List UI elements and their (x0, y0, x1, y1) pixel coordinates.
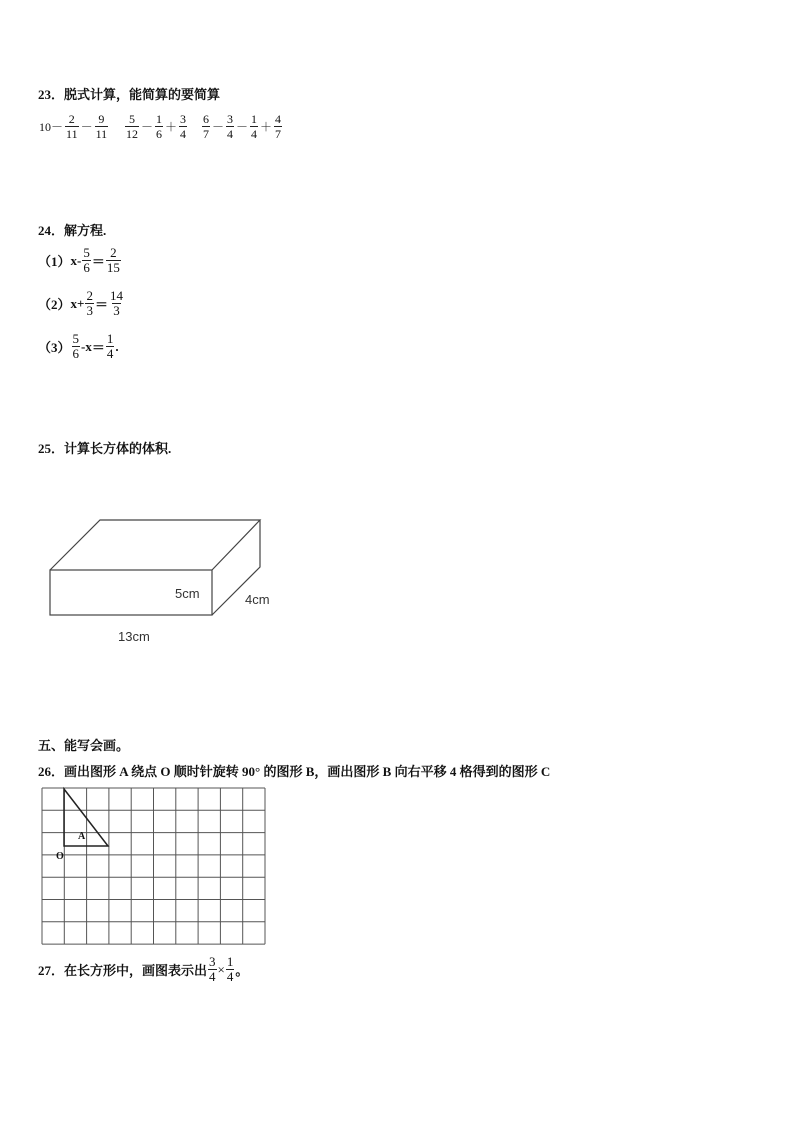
q23-title: 23．脱式计算，能简算的要简算 (38, 87, 221, 102)
fraction: $\frac{3}{4}$ (227, 112, 234, 141)
q26-title: 26．画出图形 A 绕点 O 顺时针旋转 90° 的图形 B，画出图形 B 向右平移 4 格得到的图形 C (38, 764, 551, 779)
triangle-a-label: A (78, 831, 86, 842)
fraction: $\frac{6}{7}$ (203, 112, 209, 141)
q24-title: 24．解方程. (38, 223, 107, 238)
cuboid-width-label: 4cm (245, 592, 270, 607)
cuboid-figure (40, 515, 290, 625)
rotation-grid (40, 786, 270, 946)
q25-title: 25．计算长方体的体积. (38, 441, 172, 456)
q23-expression-1: 10－ $\frac{2}{11}$ － $\frac{9}{11}$ (39, 112, 108, 141)
triangle-a (64, 789, 108, 846)
cuboid-height-label: 5cm (175, 586, 200, 601)
q24-equation-3: （3） $\frac{5}{6}$ -x ＝ $\frac{1}{4}$ . (38, 331, 119, 361)
cuboid-length-label: 13cm (118, 629, 150, 644)
q27-title: 27．在长方形中，画图表示出 $\frac{3}{4}$ × $\frac{1}{4}$ 。 (38, 954, 249, 984)
fraction: $\frac{4}{7}$ (275, 112, 282, 141)
fraction: $\frac{9}{11}$ (95, 112, 108, 141)
cuboid-top-face (50, 520, 260, 570)
q23-expression-2: $\frac{5}{12}$ － $\frac{1}{6}$ ＋ $\frac{3}{4}$ (126, 112, 187, 141)
fraction: $\frac{2}{11}$ (66, 112, 78, 141)
q23-expression-3: $\frac{6}{7}$ － $\frac{3}{4}$ － $\frac{1}{4}$ ＋ $\frac{4}{7}$ (203, 112, 282, 141)
q24-equation-1: （1） x- $\frac{5}{6}$ ＝ $\frac{2}{15}$ (38, 245, 120, 275)
fraction: $\frac{1}{6}$ (156, 112, 163, 141)
fraction: $\frac{5}{12}$ (126, 112, 138, 141)
q24-equation-2: （2） x+ $\frac{2}{3}$ ＝ $\frac{14}{3}$ (38, 288, 123, 318)
point-o-label: O (56, 851, 64, 862)
section-five-title: 五、能写会画。 (38, 738, 130, 753)
expr-lead: 10－ (39, 120, 64, 134)
fraction: $\frac{1}{4}$ (251, 112, 258, 141)
fraction: $\frac{3}{4}$ (180, 112, 187, 141)
